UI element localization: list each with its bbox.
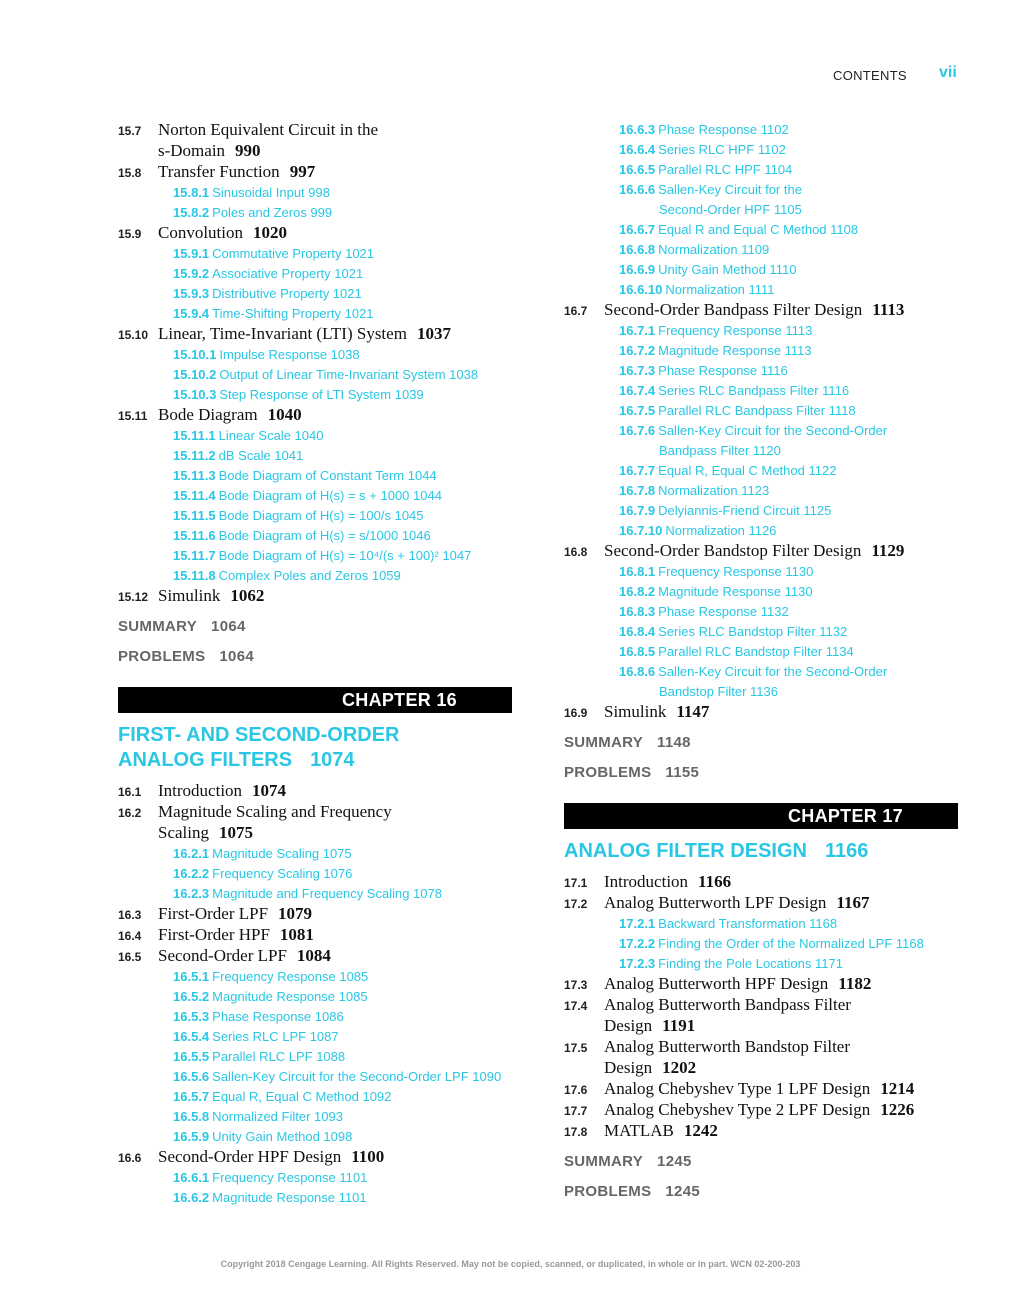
right-column — [564, 120, 958, 1212]
subsection-number: 16.8.6 — [619, 664, 656, 679]
subsection-title: Phase Response 1116 — [658, 363, 788, 378]
section-title: Linear, Time-Invariant (LTI) System — [158, 324, 407, 343]
toc-subsection-entry[interactable] — [118, 967, 512, 987]
subsection-number: 15.10.2 — [173, 367, 217, 382]
toc-subsection-entry[interactable] — [118, 844, 512, 864]
toc-subsection-entry[interactable] — [564, 914, 958, 934]
toc-subsection-entry[interactable] — [118, 345, 512, 365]
subsection-number: 15.11.2 — [173, 448, 216, 463]
toc-subsection-cont[interactable] — [564, 682, 958, 702]
section-page: 1079 — [278, 904, 313, 923]
subsection-number: 15.11.6 — [173, 528, 216, 543]
subsection-title: Linear Scale 1040 — [218, 428, 324, 443]
problems-entry[interactable]: PROBLEMS 1155 — [564, 764, 700, 781]
toc-subsection-entry[interactable] — [564, 622, 958, 642]
section-number: 17.1 — [564, 876, 588, 890]
subsection-title: Magnitude Response 1101 — [212, 1190, 367, 1205]
section-title: Second-Order Bandstop Filter Design — [604, 541, 862, 560]
toc-subsection-entry[interactable] — [118, 446, 512, 466]
subsection-title: Frequency Response 1130 — [658, 564, 814, 579]
section-page: 1147 — [676, 702, 710, 721]
section-number: 16.4 — [118, 929, 142, 943]
toc-section-entry[interactable] — [564, 893, 958, 914]
section-number: 17.6 — [564, 1083, 588, 1097]
toc-section-entry[interactable] — [564, 1100, 958, 1121]
subsection-number: 16.8.1 — [619, 564, 656, 579]
section-number: 15.12 — [118, 590, 149, 604]
subsection-title: Series RLC Bandpass Filter 1116 — [658, 383, 850, 398]
toc-section-entry[interactable] — [118, 162, 512, 183]
page-number: vii — [939, 64, 957, 81]
subsection-title: Bode Diagram of Constant Term 1044 — [218, 468, 437, 483]
subsection-number: 16.8.5 — [619, 644, 656, 659]
subsection-number: 16.6.5 — [619, 162, 656, 177]
section-number: 16.3 — [118, 908, 142, 922]
subsection-number: 15.10.1 — [173, 347, 217, 362]
chapter-16-title[interactable]: FIRST- AND SECOND-ORDER ANALOG FILTERS 1074 — [118, 724, 400, 771]
subsection-title: Finding the Order of the Normalized LPF 1168 — [658, 936, 924, 951]
section-title: Convolution — [158, 223, 244, 242]
section-title: Magnitude Scaling and Frequency — [158, 802, 392, 821]
subsection-title: Step Response of LTI System 1039 — [219, 387, 424, 402]
toc-section-entry[interactable] — [564, 995, 958, 1037]
toc-subsection-entry[interactable] — [564, 421, 958, 441]
subsection-number: 16.7.1 — [619, 323, 656, 338]
subsection-title: Associative Property 1021 — [212, 266, 364, 281]
toc-subsection-entry[interactable] — [564, 461, 958, 481]
toc-subsection-entry[interactable] — [564, 934, 958, 954]
subsection-number: 17.2.1 — [619, 916, 656, 931]
section-number: 17.4 — [564, 999, 588, 1013]
toc-subsection-entry[interactable] — [564, 140, 958, 160]
subsection-number: 15.11.1 — [173, 428, 216, 443]
section-title-cont: Scaling — [158, 823, 209, 842]
toc-section-entry[interactable] — [118, 925, 512, 946]
section-title: Analog Butterworth LPF Design — [604, 893, 827, 912]
section-page: 1084 — [296, 946, 331, 965]
subsection-title: Phase Response 1086 — [212, 1009, 344, 1024]
section-title: Second-Order HPF Design — [158, 1147, 342, 1166]
section-number: 17.7 — [564, 1104, 588, 1118]
subsection-number: 16.7.7 — [619, 463, 656, 478]
toc-section-entry[interactable] — [564, 702, 958, 723]
toc-subsection-entry[interactable] — [564, 662, 958, 682]
section-page: 1075 — [219, 823, 253, 842]
subsection-number: 16.8.3 — [619, 604, 656, 619]
section-page: 1191 — [662, 1016, 696, 1035]
section-title: Second-Order Bandpass Filter Design — [604, 300, 863, 319]
section-number: 15.11 — [118, 409, 148, 423]
subsection-number: 15.11.3 — [173, 468, 216, 483]
toc-section-entry[interactable] — [118, 405, 512, 426]
section-page: 1182 — [838, 974, 872, 993]
section-title: Analog Butterworth Bandstop Filter — [604, 1037, 851, 1056]
section-page: 990 — [235, 141, 261, 160]
toc-section-entry[interactable] — [564, 1037, 958, 1079]
subsection-number: 16.5.1 — [173, 969, 210, 984]
subsection-title: Magnitude Scaling 1075 — [212, 846, 352, 861]
subsection-number: 16.5.7 — [173, 1089, 210, 1104]
toc-subsection-entry[interactable] — [564, 381, 958, 401]
toc-subsection-entry[interactable] — [564, 642, 958, 662]
subsection-number: 15.9.3 — [173, 286, 210, 301]
section-title: Simulink — [158, 586, 221, 605]
toc-section-entry[interactable] — [118, 802, 512, 844]
subsection-title: Finding the Pole Locations 1171 — [658, 956, 843, 971]
subsection-title: Phase Response 1132 — [658, 604, 789, 619]
subsection-number: 15.9.4 — [173, 306, 210, 321]
subsection-number: 16.5.6 — [173, 1069, 210, 1084]
subsection-number: 16.5.3 — [173, 1009, 210, 1024]
subsection-number: 16.5.5 — [173, 1049, 210, 1064]
subsection-number: 16.7.4 — [619, 383, 656, 398]
toc-section-entry[interactable] — [118, 904, 512, 925]
subsection-title: Sallen-Key Circuit for the Second-Order — [658, 423, 888, 438]
subsection-number: 16.6.3 — [619, 122, 656, 137]
toc-subsection-entry[interactable] — [118, 1047, 512, 1067]
toc-subsection-entry[interactable] — [564, 501, 958, 521]
subsection-number: 15.11.5 — [173, 508, 216, 523]
section-title: Analog Butterworth HPF Design — [604, 974, 829, 993]
summary-entry[interactable]: SUMMARY 1245 — [564, 1153, 692, 1170]
toc-section-entry[interactable] — [564, 541, 958, 562]
toc-subsection-entry[interactable] — [118, 365, 512, 385]
section-number: 17.8 — [564, 1125, 588, 1139]
section-page: 1242 — [683, 1121, 718, 1140]
subsection-title: Magnitude Response 1085 — [212, 989, 368, 1004]
subsection-title: Series RLC Bandstop Filter 1132 — [658, 624, 848, 639]
section-page: 1129 — [871, 541, 905, 560]
section-number: 16.5 — [118, 950, 142, 964]
toc-subsection-entry[interactable] — [118, 987, 512, 1007]
subsection-number: 15.11.8 — [173, 568, 216, 583]
section-page: 1074 — [252, 781, 287, 800]
section-number: 16.7 — [564, 304, 588, 318]
toc-subsection-entry[interactable] — [118, 426, 512, 446]
toc-subsection-cont[interactable] — [564, 441, 958, 461]
section-title: Bode Diagram — [158, 405, 258, 424]
toc-subsection-entry[interactable] — [118, 864, 512, 884]
toc-subsection-entry[interactable] — [118, 466, 512, 486]
section-number: 16.8 — [564, 545, 588, 559]
toc-subsection-entry[interactable] — [118, 183, 512, 203]
section-number: 16.6 — [118, 1151, 142, 1165]
subsection-title: Normalization 1126 — [665, 523, 777, 538]
subsection-number: 16.6.4 — [619, 142, 656, 157]
subsection-title: Bode Diagram of H(s) = 10⁴/(s + 100)² 1047 — [218, 548, 472, 563]
subsection-number: 15.8.2 — [173, 205, 210, 220]
section-title: Introduction — [158, 781, 243, 800]
chapter-17-title[interactable]: ANALOG FILTER DESIGN 1166 — [564, 840, 869, 862]
toc-subsection-entry[interactable] — [118, 203, 512, 223]
left-column — [118, 120, 512, 1208]
toc-subsection-entry[interactable] — [564, 240, 958, 260]
section-title: Introduction — [604, 872, 689, 891]
subsection-number: 17.2.2 — [619, 936, 656, 951]
summary-entry[interactable]: SUMMARY 1064 — [118, 618, 246, 635]
subsection-number: 16.5.8 — [173, 1109, 210, 1124]
subsection-title: Commutative Property 1021 — [212, 246, 375, 261]
subsection-title: Frequency Response 1101 — [212, 1170, 368, 1185]
subsection-title: Sallen-Key Circuit for the Second-Order — [658, 664, 888, 679]
subsection-title-cont: Bandpass Filter 1120 — [659, 443, 781, 458]
toc-subsection-entry[interactable] — [118, 1107, 512, 1127]
toc-subsection-entry[interactable] — [564, 180, 958, 200]
section-title: First-Order HPF — [158, 925, 270, 944]
section-title-cont: Design — [604, 1058, 653, 1077]
subsection-number: 16.5.2 — [173, 989, 210, 1004]
toc-subsection-entry[interactable] — [564, 401, 958, 421]
subsection-number: 16.5.9 — [173, 1129, 210, 1144]
subsection-title: Magnitude Response 1130 — [658, 584, 813, 599]
section-title: MATLAB — [604, 1121, 674, 1140]
toc-section-entry[interactable] — [564, 1121, 958, 1142]
subsection-title: Time-Shifting Property 1021 — [212, 306, 374, 321]
summary-entry[interactable]: SUMMARY 1148 — [564, 734, 691, 751]
subsection-number: 16.7.2 — [619, 343, 656, 358]
toc-section-entry[interactable] — [564, 974, 958, 995]
section-title-cont: Design — [604, 1016, 653, 1035]
subsection-title: Equal R and Equal C Method 1108 — [658, 222, 859, 237]
toc-subsection-entry[interactable] — [564, 160, 958, 180]
section-number: 15.9 — [118, 227, 142, 241]
section-title: Analog Butterworth Bandpass Filter — [604, 995, 851, 1014]
subsection-title: Frequency Scaling 1076 — [212, 866, 353, 881]
problems-entry[interactable]: PROBLEMS 1245 — [564, 1183, 700, 1200]
page-header — [0, 64, 1021, 88]
subsection-number: 16.6.1 — [173, 1170, 210, 1185]
subsection-number: 15.9.2 — [173, 266, 210, 281]
subsection-title: Parallel RLC Bandpass Filter 1118 — [658, 403, 856, 418]
toc-subsection-entry[interactable] — [118, 304, 512, 324]
subsection-title: Backward Transformation 1168 — [658, 916, 838, 931]
subsection-title-cont: Bandstop Filter 1136 — [659, 684, 778, 699]
section-number: 17.3 — [564, 978, 588, 992]
chapter-16-bar: CHAPTER 16 — [118, 687, 512, 713]
section-number: 16.9 — [564, 706, 588, 720]
subsection-title: dB Scale 1041 — [218, 448, 304, 463]
section-title: First-Order LPF — [158, 904, 269, 923]
subsection-title: Impulse Response 1038 — [219, 347, 360, 362]
toc-subsection-entry[interactable] — [564, 260, 958, 280]
subsection-title: Equal R, Equal C Method 1122 — [658, 463, 837, 478]
subsection-title: Sallen-Key Circuit for the — [658, 182, 802, 197]
subsection-number: 16.6.7 — [619, 222, 656, 237]
section-number: 15.7 — [118, 124, 142, 138]
toc-subsection-entry[interactable] — [118, 506, 512, 526]
toc-subsection-entry[interactable] — [118, 526, 512, 546]
toc-subsection-entry[interactable] — [118, 486, 512, 506]
toc-subsection-entry[interactable] — [118, 244, 512, 264]
subsection-title: Equal R, Equal C Method 1092 — [212, 1089, 392, 1104]
section-title: Transfer Function — [158, 162, 280, 181]
toc-subsection-cont[interactable] — [564, 200, 958, 220]
section-page: 1020 — [253, 223, 288, 242]
toc-list-15 — [118, 120, 512, 607]
subsection-title: Magnitude and Frequency Scaling 1078 — [212, 886, 442, 901]
subsection-title: Series RLC LPF 1087 — [212, 1029, 339, 1044]
subsection-number: 16.5.4 — [173, 1029, 210, 1044]
section-page: 1202 — [662, 1058, 697, 1077]
section-title: Second-Order LPF — [158, 946, 287, 965]
section-page: 1100 — [351, 1147, 385, 1166]
toc-subsection-entry[interactable] — [118, 884, 512, 904]
toc-subsection-entry[interactable] — [564, 361, 958, 381]
subsection-number: 16.7.9 — [619, 503, 656, 518]
chapter-17-bar: CHAPTER 17 — [564, 803, 958, 829]
toc-subsection-entry[interactable] — [118, 385, 512, 405]
toc-section-entry[interactable] — [118, 324, 512, 345]
subsection-title: Delyiannis-Friend Circuit 1125 — [658, 503, 832, 518]
subsection-number: 15.8.1 — [173, 185, 210, 200]
toc-section-entry[interactable] — [118, 586, 512, 607]
toc-list-17 — [564, 872, 958, 1142]
section-page: 1040 — [267, 405, 302, 424]
section-page: 1226 — [880, 1100, 915, 1119]
subsection-title: Distributive Property 1021 — [212, 286, 362, 301]
subsection-title: Bode Diagram of H(s) = s/1000 1046 — [218, 528, 431, 543]
subsection-title: Unity Gain Method 1098 — [212, 1129, 353, 1144]
toc-section-entry[interactable] — [564, 300, 958, 321]
subsection-number: 17.2.3 — [619, 956, 656, 971]
subsection-title: Normalization 1111 — [665, 282, 775, 297]
subsection-number: 16.7.5 — [619, 403, 656, 418]
toc-subsection-entry[interactable] — [118, 1007, 512, 1027]
copyright-footer: Copyright 2018 Cengage Learning. All Rights Reserved. May not be copied, scanned, or duplicated, in whole or in part. WCN 02-200-203 — [220, 1259, 801, 1269]
subsection-title: Normalized Filter 1093 — [212, 1109, 343, 1124]
subsection-number: 15.11.4 — [173, 488, 216, 503]
subsection-number: 16.7.10 — [619, 523, 663, 538]
subsection-number: 16.6.8 — [619, 242, 656, 257]
subsection-number: 16.6.9 — [619, 262, 656, 277]
section-page: 1081 — [279, 925, 314, 944]
toc-subsection-entry[interactable] — [564, 321, 958, 341]
subsection-title-cont: Second-Order HPF 1105 — [659, 202, 802, 217]
problems-entry[interactable]: PROBLEMS 1064 — [118, 648, 254, 665]
toc-subsection-entry[interactable] — [118, 284, 512, 304]
subsection-number: 15.11.7 — [173, 548, 216, 563]
toc-section-entry[interactable] — [564, 1079, 958, 1100]
subsection-title: Series RLC HPF 1102 — [658, 142, 786, 157]
toc-section-entry[interactable] — [118, 781, 512, 802]
section-page: 1037 — [416, 324, 451, 343]
section-page: 997 — [289, 162, 316, 181]
section-title: Analog Chebyshev Type 2 LPF Design — [604, 1100, 871, 1119]
section-number: 16.2 — [118, 806, 142, 820]
toc-subsection-entry[interactable] — [564, 582, 958, 602]
section-page: 1113 — [872, 300, 905, 319]
subsection-number: 16.7.8 — [619, 483, 656, 498]
toc-subsection-entry[interactable] — [118, 546, 512, 566]
subsection-number: 16.8.4 — [619, 624, 656, 639]
subsection-number: 16.8.2 — [619, 584, 656, 599]
toc-subsection-entry[interactable] — [118, 1087, 512, 1107]
section-title: Simulink — [604, 702, 667, 721]
subsection-title: Parallel RLC Bandstop Filter 1134 — [658, 644, 854, 659]
toc-subsection-entry[interactable] — [564, 481, 958, 501]
toc-list-16-cont — [564, 120, 958, 723]
subsection-title: Parallel RLC LPF 1088 — [212, 1049, 346, 1064]
toc-subsection-entry[interactable] — [118, 1127, 512, 1147]
subsection-number: 16.2.3 — [173, 886, 210, 901]
subsection-title: Normalization 1109 — [658, 242, 770, 257]
section-number: 15.10 — [118, 328, 149, 342]
toc-subsection-entry[interactable] — [118, 1027, 512, 1047]
subsection-title: Frequency Response 1085 — [212, 969, 369, 984]
subsection-title: Magnitude Response 1113 — [658, 343, 812, 358]
section-page: 1166 — [698, 872, 732, 891]
subsection-title: Phase Response 1102 — [658, 122, 789, 137]
section-page: 1062 — [230, 586, 265, 605]
subsection-title: Sinusoidal Input 998 — [212, 185, 330, 200]
toc-list-16 — [118, 781, 512, 1208]
toc-subsection-entry[interactable] — [564, 220, 958, 240]
toc-subsection-entry[interactable] — [118, 264, 512, 284]
toc-subsection-entry[interactable] — [564, 954, 958, 974]
toc-section-entry[interactable] — [118, 946, 512, 967]
toc-subsection-entry[interactable] — [564, 341, 958, 361]
subsection-title: Output of Linear Time-Invariant System 1038 — [219, 367, 479, 382]
toc-subsection-entry[interactable] — [564, 562, 958, 582]
subsection-number: 16.2.1 — [173, 846, 210, 861]
section-number: 16.1 — [118, 785, 142, 799]
subsection-number: 16.6.2 — [173, 1190, 210, 1205]
toc-subsection-entry[interactable] — [118, 1188, 512, 1208]
toc-subsection-entry[interactable] — [118, 1168, 512, 1188]
section-page: 1214 — [880, 1079, 915, 1098]
section-title-cont: s-Domain — [158, 141, 226, 160]
toc-section-entry[interactable] — [118, 1147, 512, 1168]
section-page: 1167 — [836, 893, 870, 912]
subsection-number: 16.7.3 — [619, 363, 656, 378]
subsection-title: Sallen-Key Circuit for the Second-Order LPF 1090 — [212, 1069, 502, 1084]
subsection-title: Normalization 1123 — [658, 483, 770, 498]
toc-section-entry[interactable] — [564, 872, 958, 893]
subsection-title: Poles and Zeros 999 — [212, 205, 333, 220]
running-head: CONTENTS — [833, 68, 907, 83]
subsection-number: 15.10.3 — [173, 387, 217, 402]
section-number: 17.5 — [564, 1041, 588, 1055]
section-title: Analog Chebyshev Type 1 LPF Design — [604, 1079, 871, 1098]
toc-section-entry[interactable] — [118, 120, 512, 162]
toc-section-entry[interactable] — [118, 223, 512, 244]
subsection-title: Unity Gain Method 1110 — [658, 262, 797, 277]
subsection-title: Bode Diagram of H(s) = s + 1000 1044 — [218, 488, 442, 503]
section-title: Norton Equivalent Circuit in the — [158, 120, 379, 139]
subsection-number: 16.7.6 — [619, 423, 656, 438]
subsection-title: Frequency Response 1113 — [658, 323, 813, 338]
subsection-title: Complex Poles and Zeros 1059 — [218, 568, 401, 583]
subsection-number: 15.9.1 — [173, 246, 210, 261]
subsection-number: 16.6.10 — [619, 282, 663, 297]
toc-subsection-entry[interactable] — [564, 602, 958, 622]
toc-subsection-entry[interactable] — [564, 521, 958, 541]
subsection-number: 16.2.2 — [173, 866, 210, 881]
toc-subsection-entry[interactable] — [564, 120, 958, 140]
toc-subsection-entry[interactable] — [564, 280, 958, 300]
section-number: 15.8 — [118, 166, 142, 180]
subsection-title: Bode Diagram of H(s) = 100/s 1045 — [218, 508, 424, 523]
subsection-number: 16.6.6 — [619, 182, 656, 197]
toc-subsection-entry[interactable] — [118, 566, 512, 586]
section-number: 17.2 — [564, 897, 588, 911]
subsection-title: Parallel RLC HPF 1104 — [658, 162, 793, 177]
toc-subsection-entry[interactable] — [118, 1067, 512, 1087]
